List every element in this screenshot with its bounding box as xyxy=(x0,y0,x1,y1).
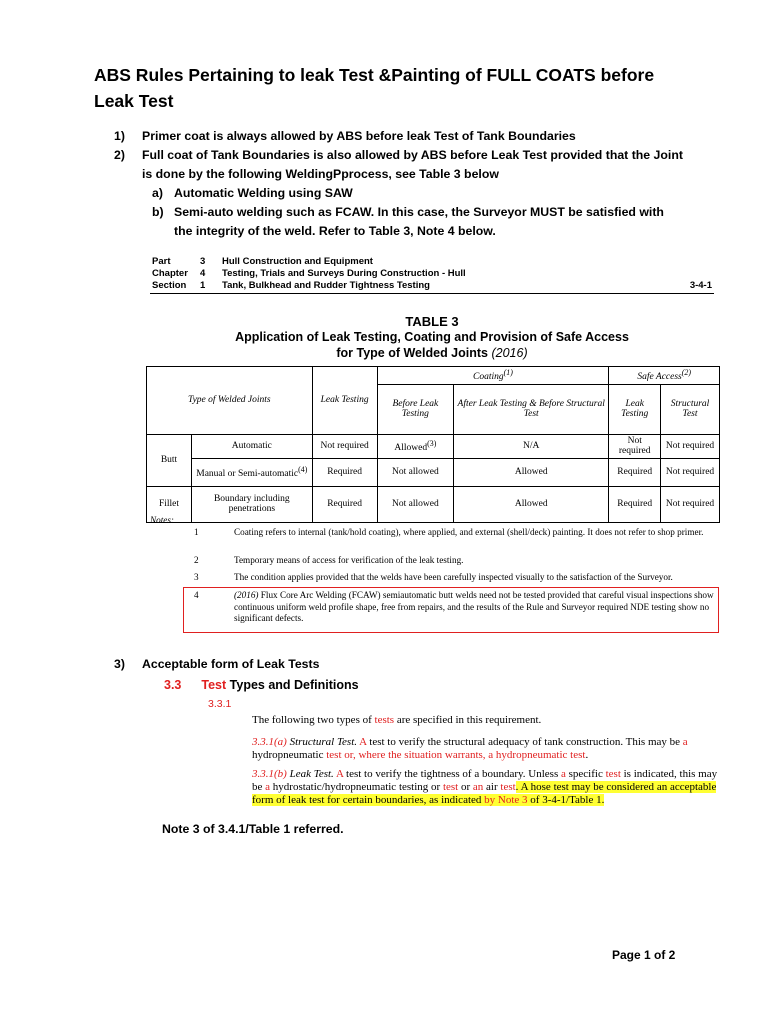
section-number: 3.3 xyxy=(164,678,182,692)
table-cell: Not required xyxy=(609,434,661,458)
header-coating xyxy=(377,367,609,385)
text-run: test xyxy=(442,781,459,793)
sub-item-a xyxy=(114,184,683,203)
list-number: 1) xyxy=(114,129,125,143)
cell-sup: (4) xyxy=(298,464,308,474)
list-text: Acceptable form of Leak Tests xyxy=(142,657,320,671)
list-item-3 xyxy=(114,655,319,674)
text-run: test xyxy=(605,768,621,780)
note-text: Coating refers to internal (tank/hold coating), where applied, and external (shell/deck) painting. It does not refer to shop primer. xyxy=(234,527,704,537)
text-run: A xyxy=(357,736,367,748)
list-item-2 xyxy=(114,146,683,241)
text-run: . xyxy=(585,749,589,761)
list-text: Full coat of Tank Boundaries is also allowed by ABS before Leak Test provided that the Joint xyxy=(142,148,683,162)
text-run: tests xyxy=(374,714,395,726)
header-after: After Leak Testing & Before Structural Test xyxy=(454,384,609,434)
text-run: are specified in this requirement. xyxy=(394,714,542,726)
cell-text: Manual or Semi-automatic xyxy=(196,468,299,479)
notes-label: Notes: xyxy=(150,515,174,525)
list-number: 3) xyxy=(114,657,125,671)
section-ref: 3-4-1 xyxy=(689,280,712,291)
paragraph-intro xyxy=(252,714,722,727)
table-cell: Not required xyxy=(312,434,377,458)
sub-text: Automatic Welding using SAW xyxy=(174,186,353,200)
text-run: a xyxy=(265,781,271,793)
note-number: 4 xyxy=(194,590,199,600)
table-cell: Required xyxy=(312,486,377,522)
text-run: an xyxy=(472,781,484,793)
row-label-fillet: Fillet xyxy=(147,486,192,522)
table-cell: Automatic xyxy=(192,434,313,458)
header-leak-testing: Leak Testing xyxy=(312,367,377,435)
note-number: 1 xyxy=(194,527,199,537)
page-number: Page 1 of 2 xyxy=(612,948,676,962)
table-cell: Boundary including penetrations xyxy=(192,486,313,522)
text-run: air xyxy=(483,781,501,793)
table-cell xyxy=(192,458,313,486)
row-label-butt: Butt xyxy=(147,434,192,486)
text-run: is indicated, this may be xyxy=(252,768,718,793)
section-word-test: Test xyxy=(201,678,227,692)
table-year: (2016) xyxy=(491,346,528,360)
list-text: Primer coat is always allowed by ABS before leak Test of Tank Boundaries xyxy=(142,129,576,143)
subsection-number: 3.3.1 xyxy=(208,698,232,710)
table-cell: Required xyxy=(609,486,661,522)
text-run: a xyxy=(561,768,566,780)
text-run: 3.3.1(b) xyxy=(252,768,287,780)
text-run: hydropneumatic xyxy=(252,749,327,761)
table-3 xyxy=(146,366,720,523)
header-coating-sup: (1) xyxy=(503,368,513,377)
table-cell: Required xyxy=(312,458,377,486)
chapter-label: Chapter xyxy=(152,268,188,279)
table-cell: Not allowed xyxy=(377,486,453,522)
part-text: Hull Construction and Equipment xyxy=(222,256,373,267)
text-run: a xyxy=(682,736,688,748)
table-cell: Not required xyxy=(661,458,720,486)
note-body: Flux Core Arc Welding (FCAW) semiautomatic butt welds need not be tested provided that careful visual inspections show continuous uniform weld profile shape, free from repairs, and the results of the Rule and Surveyor required NDE testing show no significant defects. xyxy=(234,590,714,623)
table-title: TABLE 3 xyxy=(405,314,459,329)
highlighted-text: an acceptable form of leak test for certain boundaries, as indicated xyxy=(252,781,717,806)
table-subtitle-text: for Type of Welded Joints xyxy=(336,346,488,360)
sub-text: Semi-auto welding such as FCAW. In this case, the Surveyor MUST be satisfied with xyxy=(174,205,664,219)
header-safe-text: Safe Access xyxy=(637,372,682,383)
text-run: test or, where the situation warrants, a hydropneumatic test xyxy=(326,749,586,761)
header-rule xyxy=(150,293,714,294)
sub-text-continued: the integrity of the weld. Refer to Table 3, Note 4 below. xyxy=(174,224,496,238)
table-cell: Not required xyxy=(661,434,720,458)
text-run: hydrostatic/hydropneumatic testing or xyxy=(270,781,443,793)
table-cell: Not required xyxy=(661,486,720,522)
highlighted-text: . A hose test may be considered xyxy=(515,781,655,793)
section-label: Section xyxy=(152,280,187,291)
header-type: Type of Welded Joints xyxy=(147,367,313,435)
paragraph-leak-test xyxy=(252,768,722,807)
table-cell: Not allowed xyxy=(377,458,453,486)
chapter-number: 4 xyxy=(200,268,206,279)
sub-letter: b) xyxy=(152,205,164,219)
note-text: Temporary means of access for verification of the leak testing. xyxy=(234,555,464,565)
header-sa-leak: Leak Testing xyxy=(609,384,661,434)
part-number: 3 xyxy=(200,256,206,267)
table-subtitle: Application of Leak Testing, Coating and Provision of Safe Access xyxy=(235,330,629,344)
list-number: 2) xyxy=(114,148,125,162)
note-year: (2016) xyxy=(234,590,259,600)
note-number: 3 xyxy=(194,572,199,582)
highlighted-text: by Note 3 xyxy=(484,794,528,806)
table-cell: N/A xyxy=(454,434,609,458)
header-safe-access xyxy=(609,367,720,385)
cell-sup: (3) xyxy=(427,438,437,448)
text-run: Structural Test. xyxy=(289,736,358,748)
table-subtitle-2 xyxy=(150,346,714,360)
note-number: 2 xyxy=(194,555,199,565)
section-3-3-heading xyxy=(164,678,359,692)
table-cell: Required xyxy=(609,458,661,486)
header-sa-struct: Structural Test xyxy=(661,384,720,434)
rule-header xyxy=(152,256,712,292)
sub-letter: a) xyxy=(152,186,163,200)
table-cell xyxy=(377,434,453,458)
chapter-text: Testing, Trials and Surveys During Construction - Hull xyxy=(222,268,466,279)
header-safe-sup: (2) xyxy=(681,368,691,377)
note-reference: Note 3 of 3.4.1/Table 1 referred. xyxy=(162,822,344,836)
text-run: test xyxy=(500,781,516,793)
section-text: Tank, Bulkhead and Rudder Tightness Testing xyxy=(222,280,430,291)
paragraph-structural-test xyxy=(252,736,722,762)
section-title: Types and Definitions xyxy=(229,678,359,692)
text-run: or xyxy=(458,781,473,793)
header-before: Before Leak Testing xyxy=(377,384,453,434)
text-run: test to verify the structural adequacy of tank construction. This may be xyxy=(366,736,683,748)
part-label: Part xyxy=(152,256,171,267)
section-number: 1 xyxy=(200,280,206,291)
note-text: The condition applies provided that the welds have been carefully inspected visually to the satisfaction of the Surveyor. xyxy=(234,572,673,582)
text-run: test to verify the tightness of a boundary. Unless xyxy=(343,768,561,780)
table-cell: Allowed xyxy=(454,486,609,522)
highlighted-text: of 3-4-1/Table 1. xyxy=(527,794,605,806)
cell-text: Allowed xyxy=(394,442,428,453)
list-text-continued: is done by the following WeldingPprocess, see Table 3 below xyxy=(142,167,499,181)
text-run: 3.3.1(a) xyxy=(252,736,287,748)
text-run: Leak Test. xyxy=(289,768,334,780)
text-run: A xyxy=(333,768,344,780)
header-coating-text: Coating xyxy=(473,372,504,383)
list-item-1 xyxy=(114,127,576,146)
document-title: ABS Rules Pertaining to leak Test &Painting of FULL COATS before Leak Test xyxy=(94,65,655,111)
table-cell: Allowed xyxy=(454,458,609,486)
sub-item-b xyxy=(114,203,683,241)
note-4-highlight-box xyxy=(183,587,719,633)
text-run: The following two types of xyxy=(252,714,375,726)
text-run: specific xyxy=(565,768,606,780)
